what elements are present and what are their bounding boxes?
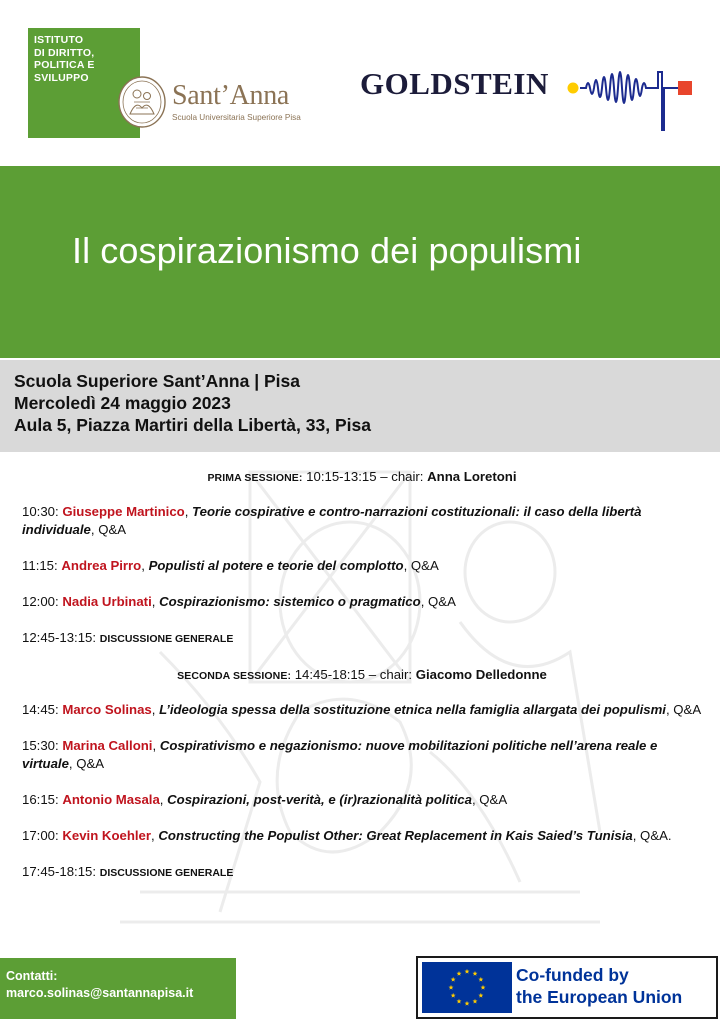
speaker-name: Marina Calloni bbox=[62, 738, 153, 753]
item-suffix: , Q&A bbox=[665, 702, 702, 717]
event-title: Il cospirazionismo dei populismi bbox=[72, 230, 582, 271]
item-separator: , bbox=[151, 594, 160, 609]
goldstein-logo-text: GOLDSTEIN bbox=[360, 66, 549, 101]
session-heading bbox=[22, 666, 702, 685]
event-date: Mercoledì 24 maggio 2023 bbox=[14, 393, 231, 413]
item-time: 15:30: bbox=[22, 738, 63, 753]
eu-flag-icon bbox=[422, 962, 512, 1013]
program-item bbox=[22, 593, 702, 611]
item-suffix: , Q&A bbox=[68, 756, 105, 771]
speaker-name: Kevin Koehler bbox=[62, 828, 152, 843]
session-chair: Giacomo Delledonne bbox=[415, 667, 547, 682]
talk-title: Cospirazioni, post-verità, e (ir)razionalità politica bbox=[167, 792, 472, 807]
session-heading bbox=[22, 468, 702, 487]
item-suffix: , Q&A bbox=[90, 522, 127, 537]
event-info bbox=[0, 360, 720, 452]
item-separator: , bbox=[159, 792, 168, 807]
santanna-seal-icon bbox=[116, 74, 168, 130]
item-time: 10:30: bbox=[22, 504, 63, 519]
speaker-name: Antonio Masala bbox=[62, 792, 160, 807]
institute-logo-line: ISTITUTO bbox=[34, 34, 84, 46]
contacts-email[interactable]: marco.solinas@santannapisa.it bbox=[6, 986, 194, 1000]
program bbox=[22, 468, 702, 900]
session-label: PRIMA SESSIONE: bbox=[207, 472, 303, 484]
session-label: SECONDA SESSIONE: bbox=[177, 670, 292, 682]
speaker-name: Marco Solinas bbox=[62, 702, 152, 717]
item-separator: , bbox=[184, 504, 193, 519]
talk-title: Teorie cospirative e contro-narrazioni costituzionali: il caso della libertà individuale bbox=[22, 504, 642, 537]
item-time: 11:15: bbox=[22, 558, 62, 573]
item-separator: , bbox=[141, 558, 149, 573]
eu-cofunded-badge bbox=[416, 956, 718, 1019]
discussion-label: DISCUSSIONE GENERALE bbox=[99, 633, 234, 645]
session-time: 10:15-13:15 – chair: bbox=[302, 469, 428, 484]
talk-title: Cospirativismo e negazionismo: nuove mobilitazioni politiche nell’arena reale e virtuale bbox=[22, 738, 658, 771]
eu-line-1: Co-funded by bbox=[516, 965, 629, 985]
item-time: 17:00: bbox=[22, 828, 63, 843]
event-venue: Scuola Superiore Sant’Anna | Pisa bbox=[14, 371, 300, 391]
item-suffix: , Q&A bbox=[420, 594, 456, 609]
eu-text bbox=[516, 964, 682, 1008]
session-chair: Anna Loretoni bbox=[427, 469, 517, 484]
speaker-name: Giuseppe Martinico bbox=[62, 504, 185, 519]
goldstein-waveform-icon bbox=[560, 42, 700, 134]
institute-logo-line: POLITICA E bbox=[34, 59, 95, 71]
program-item bbox=[22, 791, 702, 809]
title-band bbox=[0, 166, 720, 358]
university-subtitle: Scuola Universitaria Superiore Pisa bbox=[172, 113, 301, 122]
item-separator: , bbox=[151, 828, 159, 843]
item-suffix: , Q&A. bbox=[632, 828, 672, 843]
talk-title: Constructing the Populist Other: Great Replacement in Kais Saied’s Tunisia bbox=[158, 828, 633, 843]
item-suffix: , Q&A bbox=[403, 558, 439, 573]
discussion-item bbox=[22, 863, 702, 882]
contacts-label: Contatti: bbox=[6, 969, 58, 983]
speaker-name: Andrea Pirro bbox=[61, 558, 142, 573]
item-time: 16:15: bbox=[22, 792, 63, 807]
event-room: Aula 5, Piazza Martiri della Libertà, 33, Pisa bbox=[14, 415, 371, 435]
contacts-box bbox=[0, 958, 236, 1019]
item-time: 12:45-13:15: bbox=[22, 630, 100, 645]
talk-title: Populisti al potere e teorie del complotto bbox=[148, 558, 404, 573]
program-item bbox=[22, 701, 702, 719]
item-suffix: , Q&A bbox=[471, 792, 508, 807]
item-separator: , bbox=[151, 702, 160, 717]
item-time: 14:45: bbox=[22, 702, 63, 717]
item-separator: , bbox=[152, 738, 160, 753]
program-item bbox=[22, 503, 702, 539]
discussion-label: DISCUSSIONE GENERALE bbox=[99, 867, 234, 879]
item-time: 17:45-18:15: bbox=[22, 864, 100, 879]
institute-logo-line: DI DIRITTO, bbox=[34, 46, 95, 59]
item-time: 12:00: bbox=[22, 594, 63, 609]
university-name: Sant’Anna bbox=[172, 80, 290, 111]
talk-title: L’ideologia spessa della sostituzione etnica nella famiglia allargata dei populismi bbox=[159, 702, 666, 717]
program-item bbox=[22, 827, 702, 845]
discussion-item bbox=[22, 629, 702, 648]
institute-logo-line: SVILUPPO bbox=[34, 71, 89, 84]
talk-title: Cospirazionismo: sistemico o pragmatico bbox=[159, 594, 421, 609]
program-item bbox=[22, 737, 702, 773]
session-time: 14:45-18:15 – chair: bbox=[291, 667, 416, 682]
program-item bbox=[22, 557, 702, 575]
speaker-name: Nadia Urbinati bbox=[62, 594, 152, 609]
eu-line-2: the European Union bbox=[516, 987, 683, 1007]
